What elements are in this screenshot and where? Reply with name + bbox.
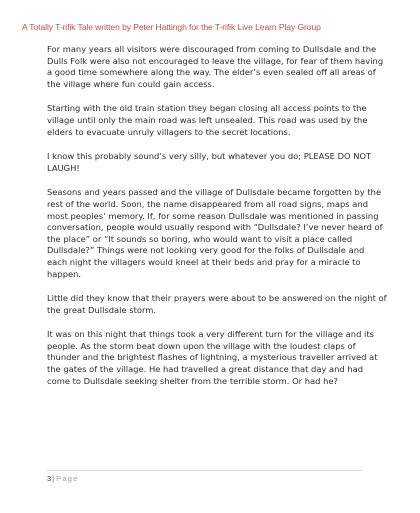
running-header: A Totally T-rifik Tale written by Peter Hattingh for the T-rifik Live Learn Play Group: [22, 22, 321, 32]
footer-separator: |: [52, 474, 55, 483]
footer-divider: [47, 470, 362, 471]
page-number: 3: [47, 474, 52, 483]
page-label: Page: [56, 474, 79, 483]
paragraph: I know this probably sound’s very silly, but whatever you do; PLEASE DO NOT LAUGH!: [47, 151, 372, 173]
paragraph: Little did they know that their prayers were about to be answered on the night of the great Dullsdale storm.: [47, 293, 387, 315]
paragraph: Starting with the old train station they began closing all access points to the village until only the main road was left unsealed. This road was used by the elders to evacuate unruly villagers to the secret locations.: [47, 103, 368, 137]
story-body: [47, 44, 387, 400]
paragraph: For many years all visitors were discouraged from coming to Dullsdale and the Dulls Folk were also not encouraged to leave the village, for fear of them having a good time somewhere along the way. The elder’s even sealed off all areas of the village where fun could gain access.: [47, 44, 384, 89]
page-footer: [47, 474, 78, 483]
paragraph: Seasons and years passed and the village of Dullsdale became forgotten by the rest of the world. Soon, the name disappeared from all road signs, maps and most peoples’ memory. If, for some reason Dullsdale was mentioned in passing conversation, people would usually respond with “Dullsdale? I’ve never heard of the place” or “It sounds so boring, who would want to visit a place called Dullsdale?” Things were not looking very good for the folks of Dullsdale and each night the villagers would kneel at their beds and pray for a miracle to happen.: [47, 187, 383, 279]
paragraph: It was on this night that things took a very different turn for the village and its people. As the storm beat down upon the village with the loudest claps of thunder and the brightest flashes of lightning, a mysterious traveller arrived at the gates of the village. He had travelled a great distance that day and had come to Dullsdale seeking shelter from the terrible storm. Or had he?: [47, 329, 378, 386]
